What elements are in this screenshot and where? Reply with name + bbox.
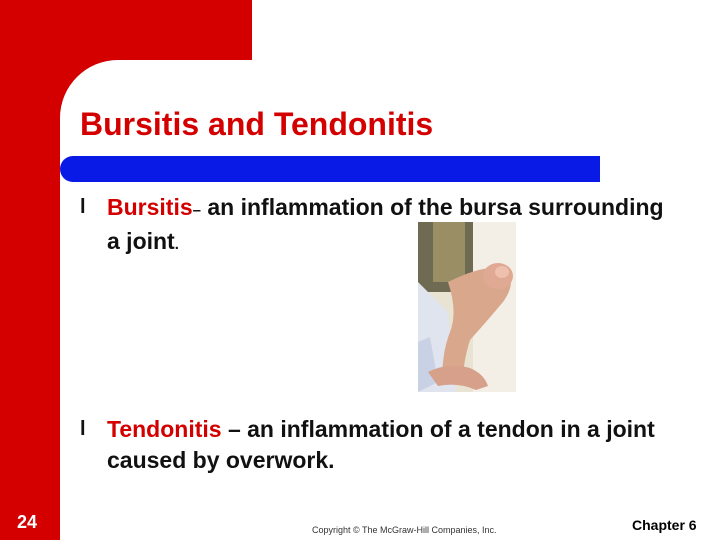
term-tendonitis: Tendonitis bbox=[107, 416, 222, 442]
bullet-text bbox=[107, 414, 680, 476]
bullet-marker: l bbox=[80, 418, 86, 440]
slide-title: Bursitis and Tendonitis bbox=[80, 106, 434, 142]
footer-chapter: Chapter 6 bbox=[632, 517, 697, 533]
title-underline-bar bbox=[60, 156, 600, 182]
bullet-marker: l bbox=[80, 196, 86, 218]
elbow-bursitis-photo bbox=[418, 222, 516, 392]
definition-bursitis: an inflammation of the bursa surrounding a joint bbox=[107, 194, 664, 254]
term-dash: – bbox=[221, 416, 248, 442]
photo-illustration bbox=[418, 222, 516, 392]
term-dash: – bbox=[192, 202, 201, 219]
definition-tendonitis: an inflammation of a tendon in a joint caused by overwork. bbox=[107, 416, 655, 473]
footer-copyright: Copyright © The McGraw-Hill Companies, Inc. bbox=[312, 525, 497, 535]
definition-period: . bbox=[174, 236, 179, 253]
bullet-bursitis bbox=[80, 192, 680, 260]
bullet-tendonitis bbox=[80, 414, 680, 476]
bullet-text bbox=[107, 192, 680, 260]
term-bursitis: Bursitis bbox=[107, 194, 193, 220]
slide-number: 24 bbox=[17, 512, 38, 532]
